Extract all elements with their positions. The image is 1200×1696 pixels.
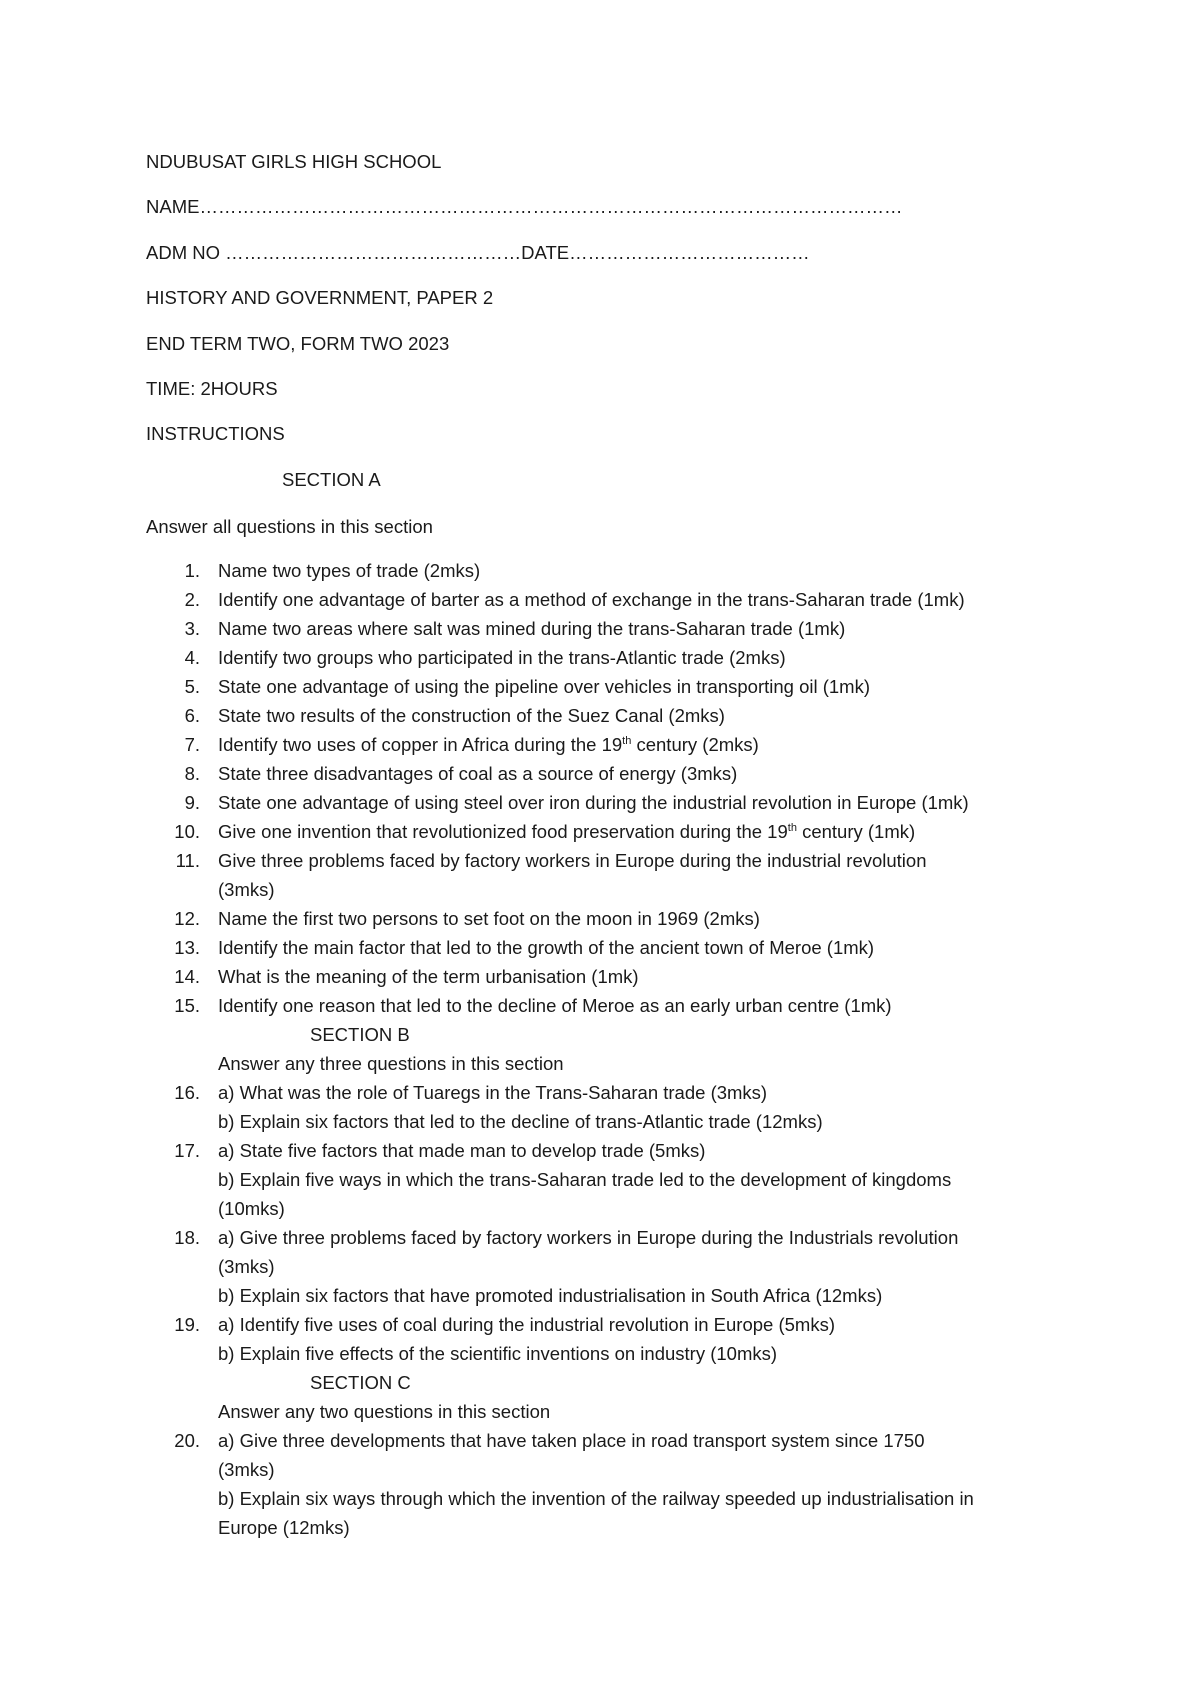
school-name: NDUBUSAT GIRLS HIGH SCHOOL <box>146 151 442 172</box>
question-part-a-continued: (3mks) <box>218 1459 275 1480</box>
question-number: 12. <box>174 908 200 929</box>
question-text-end: century (2mks) <box>631 734 759 755</box>
question-part-b-continued: Europe (12mks) <box>218 1517 350 1538</box>
question-part-b: b) Explain five ways in which the trans-Saharan trade led to the development of kingdoms <box>218 1169 952 1190</box>
question-text: Identify the main factor that led to the growth of the ancient town of Meroe (1mk) <box>218 937 875 958</box>
ordinal-suffix: th <box>622 734 632 747</box>
exam-title: END TERM TWO, FORM TWO 2023 <box>146 333 450 354</box>
question-item <box>0 962 1100 991</box>
question-item <box>0 1078 1100 1136</box>
question-item <box>0 730 1100 759</box>
question-item <box>0 1136 1100 1223</box>
adm-date-line: ADM NO …………………………………………DATE………………………………… <box>146 242 810 263</box>
question-part-a: a) State five factors that made man to develop trade (5mks) <box>218 1140 706 1161</box>
question-item <box>0 1310 1100 1368</box>
question-part-b-continued: (10mks) <box>218 1198 285 1219</box>
question-number: 10. <box>174 821 200 842</box>
ordinal-suffix: th <box>787 821 797 834</box>
question-list <box>0 556 1100 1542</box>
question-text-start: Identify two uses of copper in Africa during the 19 <box>218 734 623 755</box>
question-number: 5. <box>184 676 200 697</box>
section-a-instruction: Answer all questions in this section <box>146 516 433 537</box>
question-part-a: a) What was the role of Tuaregs in the Trans-Saharan trade (3mks) <box>218 1082 768 1103</box>
section-c-title: SECTION C <box>310 1372 411 1393</box>
question-text-end: century (1mk) <box>796 821 916 842</box>
question-item <box>0 1223 1100 1310</box>
question-text: State one advantage of using steel over iron during the industrial revolution in Europe (1mk) <box>218 792 969 813</box>
question-number: 3. <box>184 618 200 639</box>
section-c-heading <box>0 1368 1100 1426</box>
question-text: Identify one advantage of barter as a method of exchange in the trans-Saharan trade (1mk) <box>218 589 965 610</box>
question-number: 11. <box>175 850 200 871</box>
instructions-heading: INSTRUCTIONS <box>146 423 285 444</box>
question-part-a-continued: (3mks) <box>218 1256 275 1277</box>
question-text: Identify two groups who participated in the trans-Atlantic trade (2mks) <box>218 647 786 668</box>
name-field-line: NAME…………………………………………………………………………………………………… <box>146 196 903 217</box>
section-c-instruction: Answer any two questions in this section <box>218 1401 551 1422</box>
question-item <box>0 846 1100 904</box>
question-part-b: b) Explain six factors that led to the decline of trans-Atlantic trade (12mks) <box>218 1111 823 1132</box>
question-number: 9. <box>184 792 200 813</box>
time-allowed: TIME: 2HOURS <box>146 378 278 399</box>
question-number: 20. <box>174 1430 200 1451</box>
question-text: Name the first two persons to set foot on the moon in 1969 (2mks) <box>218 908 760 929</box>
question-item <box>0 556 1100 585</box>
question-number: 14. <box>174 966 200 987</box>
question-text <box>218 730 1100 759</box>
question-text <box>218 817 1100 846</box>
question-part-a: a) Give three problems faced by factory workers in Europe during the Industrials revolution <box>218 1227 959 1248</box>
question-item <box>0 1426 1100 1542</box>
question-part-b: b) Explain five effects of the scientific inventions on industry (10mks) <box>218 1343 778 1364</box>
question-text-start: Give one invention that revolutionized food preservation during the 19 <box>218 821 788 842</box>
question-text: Name two areas where salt was mined during the trans-Saharan trade (1mk) <box>218 618 846 639</box>
question-item <box>0 701 1100 730</box>
question-text: What is the meaning of the term urbanisation (1mk) <box>218 966 639 987</box>
question-text: Give three problems faced by factory workers in Europe during the industrial revolution <box>218 850 927 871</box>
question-number: 18. <box>174 1227 200 1248</box>
question-item <box>0 759 1100 788</box>
question-text: Identify one reason that led to the decline of Meroe as an early urban centre (1mk) <box>218 995 892 1016</box>
question-number: 4. <box>184 647 200 668</box>
question-part-b: b) Explain six ways through which the invention of the railway speeded up industrialisation in <box>218 1488 974 1509</box>
section-b-heading <box>0 1020 1100 1078</box>
question-number: 7. <box>184 734 200 755</box>
question-number: 1. <box>184 560 200 581</box>
section-b-title: SECTION B <box>310 1024 410 1045</box>
question-text: Name two types of trade (2mks) <box>218 560 481 581</box>
question-item <box>0 991 1100 1020</box>
question-number: 13. <box>174 937 200 958</box>
question-part-a: a) Give three developments that have taken place in road transport system since 1750 <box>218 1430 925 1451</box>
question-number: 17. <box>174 1140 200 1161</box>
question-part-b: b) Explain six factors that have promoted industrialisation in South Africa (12mks) <box>218 1285 883 1306</box>
question-item <box>0 904 1100 933</box>
question-item <box>0 672 1100 701</box>
question-part-a: a) Identify five uses of coal during the industrial revolution in Europe (5mks) <box>218 1314 835 1335</box>
question-number: 19. <box>174 1314 200 1335</box>
question-item <box>0 788 1100 817</box>
question-number: 16. <box>174 1082 200 1103</box>
question-text: State one advantage of using the pipeline over vehicles in transporting oil (1mk) <box>218 676 870 697</box>
question-text-continued: (3mks) <box>218 879 275 900</box>
subject-title: HISTORY AND GOVERNMENT, PAPER 2 <box>146 287 494 308</box>
question-item <box>0 933 1100 962</box>
section-b-instruction: Answer any three questions in this section <box>218 1053 564 1074</box>
question-number: 15. <box>174 995 200 1016</box>
question-number: 2. <box>184 589 200 610</box>
question-number: 6. <box>184 705 200 726</box>
question-item <box>0 643 1100 672</box>
question-item <box>0 585 1100 614</box>
section-a-title: SECTION A <box>282 469 381 490</box>
question-item <box>0 817 1100 846</box>
question-item <box>0 614 1100 643</box>
question-text: State two results of the construction of the Suez Canal (2mks) <box>218 705 725 726</box>
question-text: State three disadvantages of coal as a source of energy (3mks) <box>218 763 738 784</box>
question-number: 8. <box>184 763 200 784</box>
